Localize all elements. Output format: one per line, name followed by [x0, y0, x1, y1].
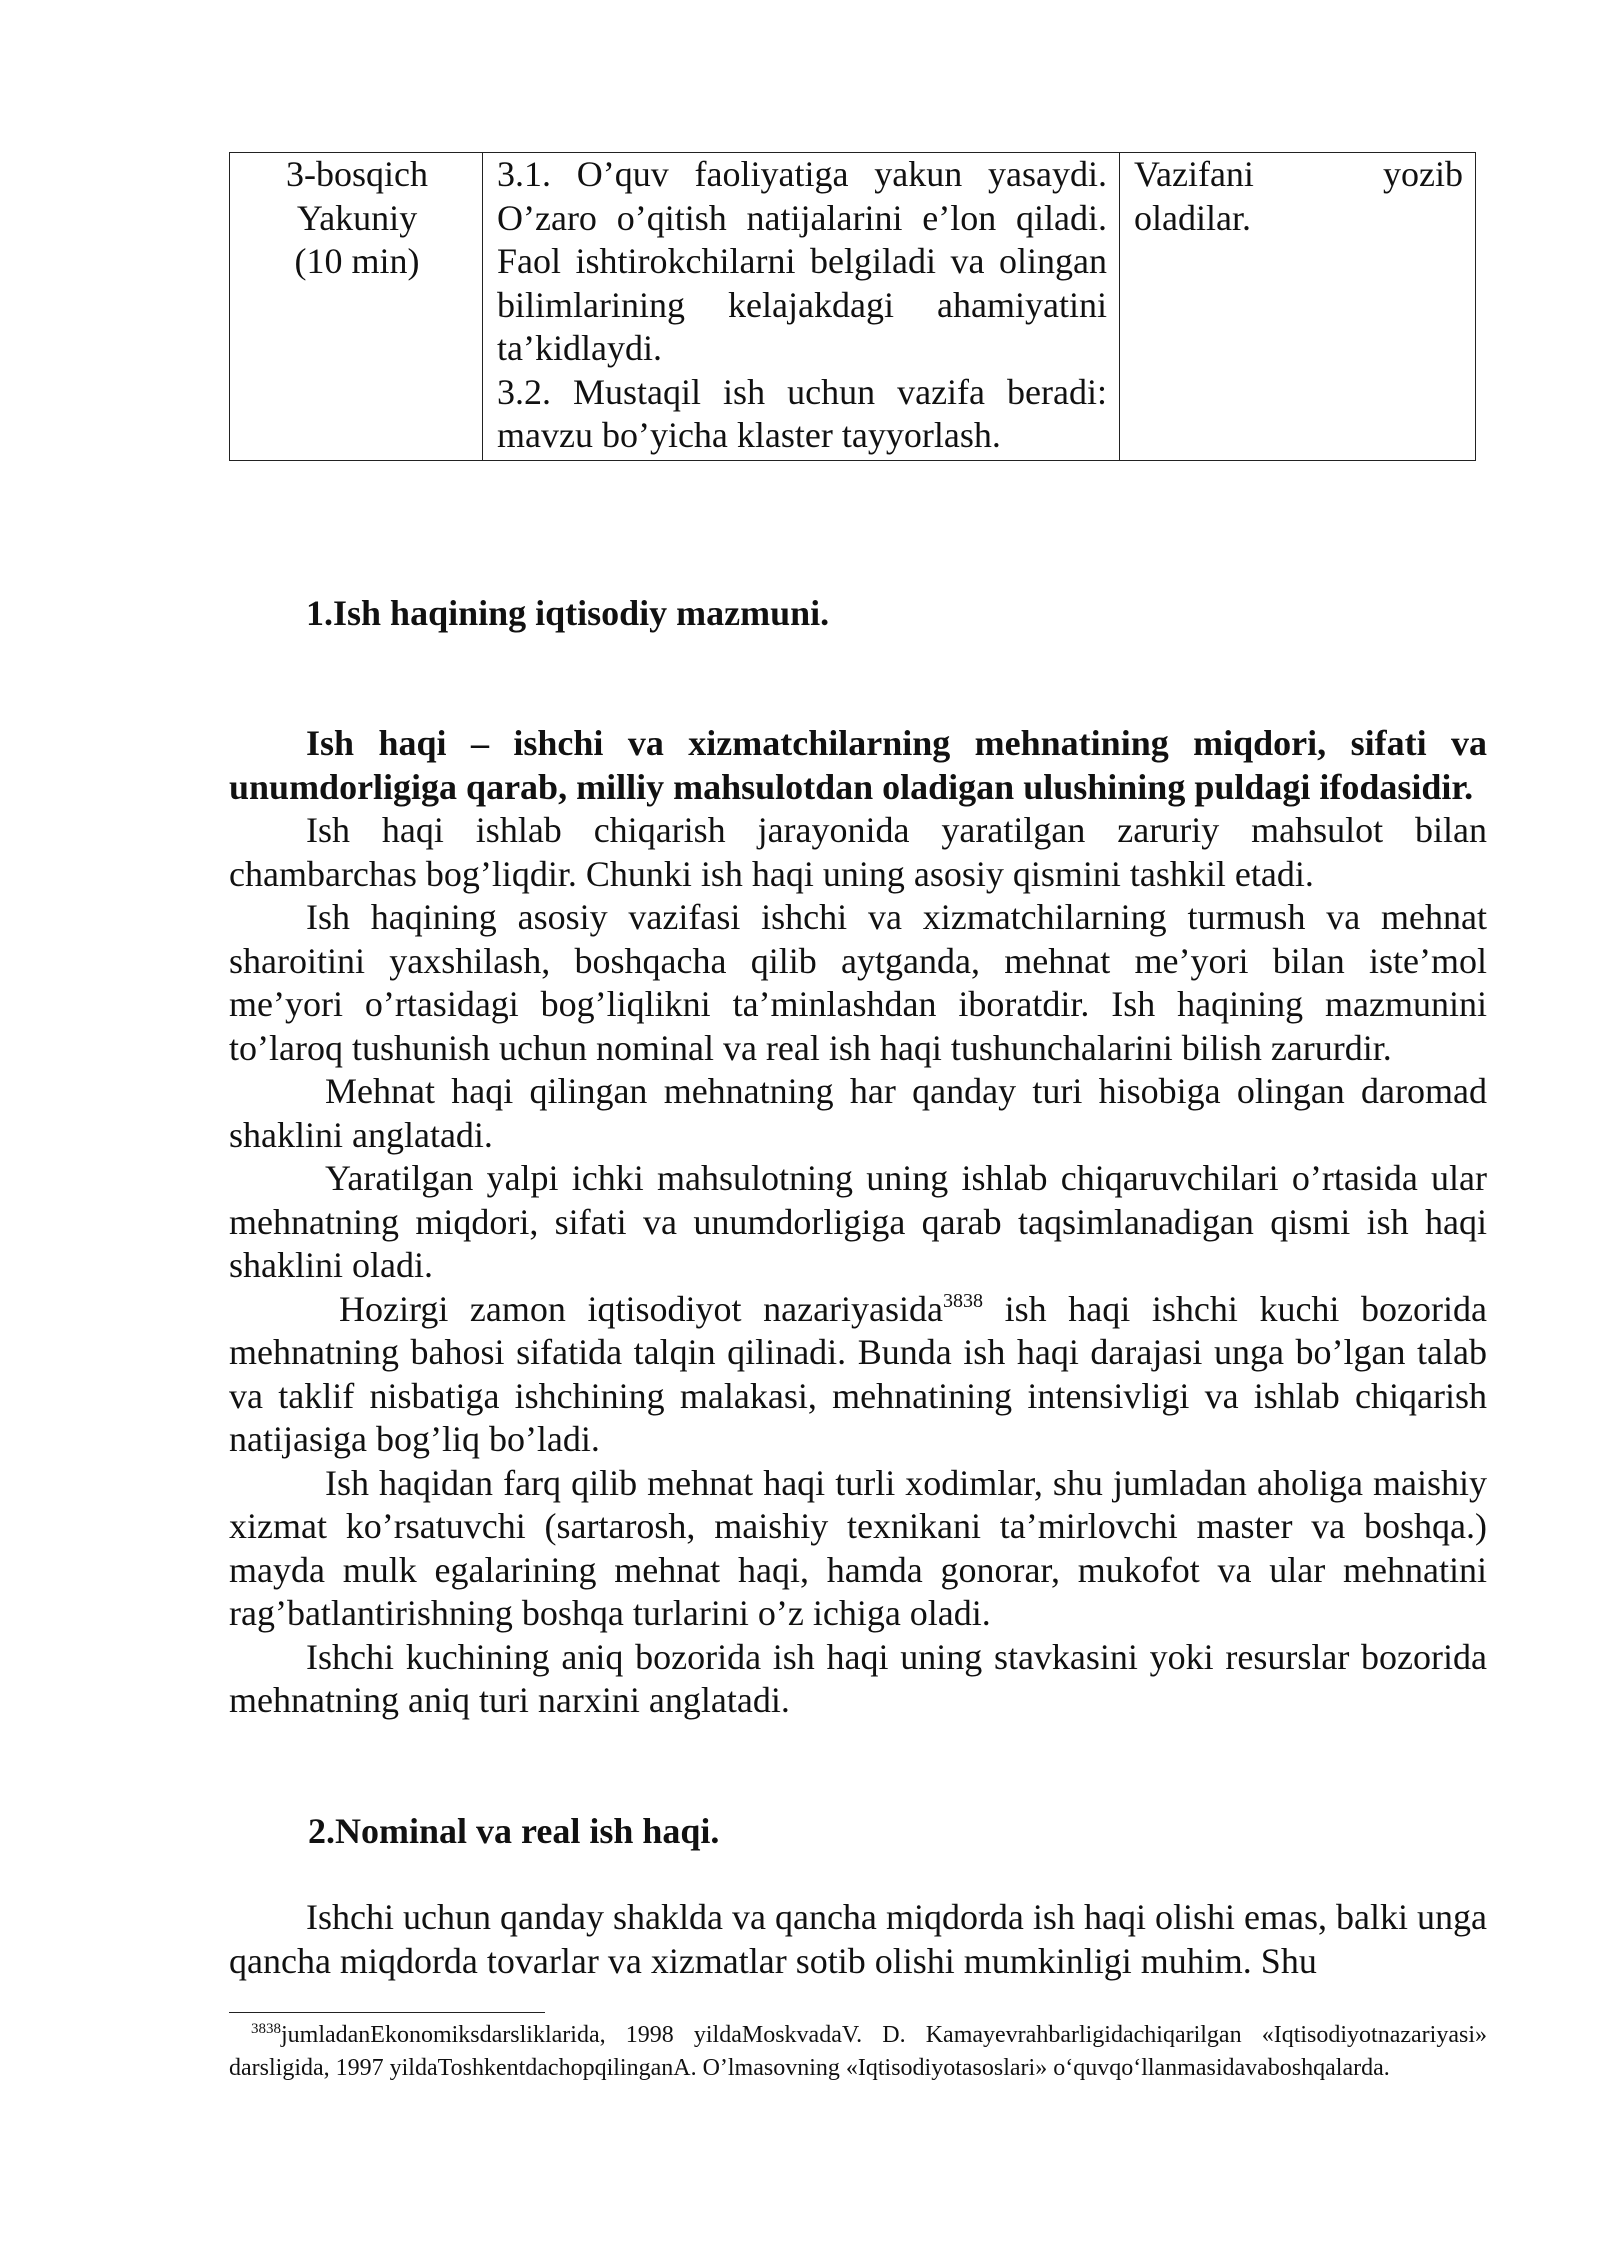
paragraph: Mehnat haqi qilingan mehnatning har qanday turi hisobiga olingan daromad shaklini anglatadi. [229, 1071, 1487, 1155]
section1-body [229, 722, 1487, 1723]
paragraph-text: ish haqi ishchi kuchi bozorida mehnatning bahosi sifatida talqin qilinadi. Bunda ish haqi darajasi unga bo’lgan talab va taklif nisbatiga ishchining malakasi, mehnatining intensivligi va ishlab chiqarish natijasiga bog’liq bo’ladi. [229, 1288, 1487, 1459]
stage-duration: (10 min) [294, 241, 420, 281]
paragraph: Ish haqi ishlab chiqarish jarayonida yaratilgan zaruriy mahsulot bilan chambarchas bog’liqdir. Chunki ish haqi uning asosiy qismini tashkil etadi. [229, 810, 1487, 894]
stage-name: Yakuniy [296, 197, 418, 238]
paragraph-text: Hozirgi zamon iqtisodiyot nazariyasida [339, 1288, 944, 1329]
definition-paragraph: Ish haqi – ishchi va xizmatchilarning mehnatining miqdori, sifati va unumdorligiga qarab, milliy mahsulotdan oladigan ulushining puldagi ifodasidir. [229, 723, 1487, 807]
footnote-reference[interactable]: 3838 [943, 1289, 984, 1312]
footnote-separator [229, 2012, 545, 2013]
footnote-text [229, 2019, 1487, 2084]
table-row [230, 153, 1476, 461]
paragraph: Yaratilgan yalpi ichki mahsulotning uning ishlab chiqaruvchilari o’rtasida ular mehnatning miqdori, sifati va unumdorligiga qarab taqsimlanadigan qismi ish haqi shaklini oladi. [229, 1158, 1487, 1285]
stage-number: 3-bosqich [286, 154, 428, 194]
teacher-activity-cell [483, 153, 1120, 461]
footnote-mark: 3838 [251, 2021, 281, 2037]
section2-body [229, 1896, 1487, 1983]
paragraph: Ish haqidan farq qilib mehnat haqi turli xodimlar, shu jumladan aholiga maishiy xizmat ko’rsatuvchi (sartarosh, maishiy texnikani ta’mirlovchi master va boshqa.) mayda mulk egalarining mehnat haqi, hamda gonorar, mukofot va ular mehnatini rag’batlantirishning boshqa turlarini o’z ichiga oladi. [229, 1462, 1487, 1633]
paragraph: Ishchi kuchining aniq bozorida ish haqi uning stavkasini yoki resurslar bozorida mehnatning aniq turi narxini anglatadi. [229, 1636, 1487, 1720]
student-activity-cell [1120, 153, 1476, 461]
footnote-body: jumladanEkonomiksdarsliklarida, 1998 yildaMoskvadaV. D. Kamayevrahbarligidachiqarilgan «Iqtisodiyotnazariyasi» darsligida, 1997 yildaToshkentdachopqilinganA. O’lmasovning «Iqtisodiyotasoslari» o‘quvqo‘llanmasidavaboshqalarda. [229, 2022, 1487, 2081]
paragraph: Ishchi uchun qanday shaklda va qancha miqdorda ish haqi olishi emas, balki unga qancha miqdorda tovarlar va xizmatlar sotib olishi mumkinligi muhim. Shu [229, 1897, 1487, 1981]
section-heading-2: 2.Nominal va real ish haqi. [308, 1811, 720, 1851]
lesson-stage-table [229, 152, 1476, 461]
paragraph-with-footnote [229, 1288, 1487, 1462]
stage-cell [230, 153, 483, 461]
teacher-activity-item: 3.2. Mustaqil ish uchun vazifa beradi: mavzu bo’yicha klaster tayyorlash. [497, 371, 1107, 455]
paragraph: Ish haqining asosiy vazifasi ishchi va xizmatchilarning turmush va mehnat sharoitini yaxshilash, boshqacha qilib aytganda, mehnat me’yori bilan iste’mol me’yori o’rtasidagi bog’liqlikni ta’minlashdan iboratdir. Ish haqining mazmunini to’laroq tushunish uchun nominal va real ish haqi tushunchalarini bilish zarurdir. [229, 897, 1487, 1068]
section-heading-1: 1.Ish haqining iqtisodiy mazmuni. [306, 593, 830, 633]
teacher-activity-item: 3.1. O’quv faoliyatiga yakun yasaydi. O’zaro o’qitish natijalarini e’lon qiladi. Faol ishtirokchilarni belgiladi va olingan bilimlarining kelajakdagi ahamiyatini ta’kidlaydi. [497, 154, 1107, 368]
footnote [229, 2019, 1487, 2084]
student-activity-text: Vazifani yozib oladilar. [1134, 154, 1463, 238]
